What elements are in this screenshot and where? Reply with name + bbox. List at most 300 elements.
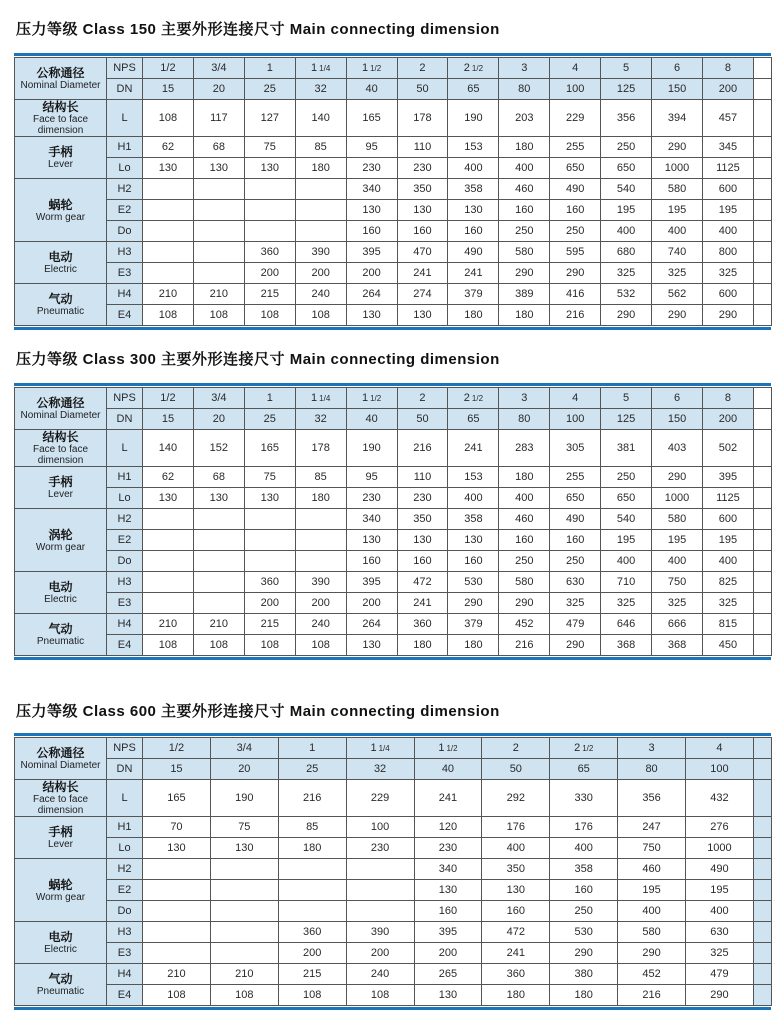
data-cell bbox=[143, 859, 211, 880]
data-cell bbox=[295, 200, 346, 221]
data-cell: 460 bbox=[499, 179, 550, 200]
row-key-cell: H4 bbox=[107, 964, 143, 985]
data-cell: 325 bbox=[652, 263, 703, 284]
dn-value-cell: 50 bbox=[397, 409, 448, 430]
dn-value-cell: 125 bbox=[601, 409, 652, 430]
data-cell: 264 bbox=[346, 284, 397, 305]
data-cell bbox=[278, 901, 346, 922]
nps-whole: 1 bbox=[311, 392, 318, 404]
data-cell: 68 bbox=[193, 467, 244, 488]
data-cell: 195 bbox=[652, 200, 703, 221]
group-label-zh: 结构长 bbox=[42, 430, 79, 444]
table-edge-sliver bbox=[753, 430, 771, 467]
data-cell: 350 bbox=[482, 859, 550, 880]
data-cell: 180 bbox=[448, 305, 499, 326]
data-cell: 379 bbox=[448, 284, 499, 305]
data-cell: 210 bbox=[143, 964, 211, 985]
data-cell: 216 bbox=[278, 780, 346, 817]
data-cell: 360 bbox=[482, 964, 550, 985]
data-cell: 1000 bbox=[686, 838, 754, 859]
data-cell: 153 bbox=[448, 137, 499, 158]
dn-value-cell: 25 bbox=[244, 79, 295, 100]
data-cell: 255 bbox=[550, 137, 601, 158]
data-cell: 160 bbox=[550, 530, 601, 551]
data-cell: 1000 bbox=[652, 488, 703, 509]
nps-whole: 1 bbox=[438, 742, 445, 754]
dn-value-cell: 100 bbox=[550, 409, 601, 430]
data-cell: 195 bbox=[601, 530, 652, 551]
data-cell bbox=[244, 200, 295, 221]
group-label-en: Lever bbox=[47, 839, 73, 850]
data-cell: 416 bbox=[550, 284, 601, 305]
nps-value-cell bbox=[448, 388, 499, 409]
data-cell: 200 bbox=[414, 943, 482, 964]
nps-whole: 1/2 bbox=[160, 392, 176, 404]
data-cell: 160 bbox=[346, 221, 397, 242]
row-key-cell: Do bbox=[107, 551, 143, 572]
data-cell: 290 bbox=[550, 263, 601, 284]
data-cell: 630 bbox=[550, 572, 601, 593]
group-label-en: Pneumatic bbox=[36, 636, 85, 647]
dimension-table-class-300 bbox=[14, 383, 771, 660]
dn-value-cell: 32 bbox=[295, 409, 346, 430]
nps-value-cell bbox=[193, 58, 244, 79]
data-cell: 180 bbox=[295, 488, 346, 509]
nps-whole: 1 bbox=[266, 392, 273, 404]
dn-value-cell: 200 bbox=[702, 79, 753, 100]
data-cell: 358 bbox=[550, 859, 618, 880]
data-cell: 178 bbox=[397, 100, 448, 137]
dn-value-cell: 40 bbox=[414, 759, 482, 780]
data-cell: 68 bbox=[193, 137, 244, 158]
data-cell: 241 bbox=[414, 780, 482, 817]
nps-value-cell bbox=[397, 58, 448, 79]
data-cell: 216 bbox=[550, 305, 601, 326]
table-edge-sliver bbox=[753, 58, 771, 79]
data-cell: 255 bbox=[550, 467, 601, 488]
data-cell bbox=[193, 530, 244, 551]
table-edge-sliver bbox=[753, 284, 771, 305]
data-cell: 127 bbox=[244, 100, 295, 137]
data-cell: 176 bbox=[550, 817, 618, 838]
data-cell: 356 bbox=[618, 780, 686, 817]
data-cell: 200 bbox=[295, 593, 346, 614]
nps-value-cell bbox=[210, 738, 278, 759]
group-label-en: Electric bbox=[44, 594, 77, 605]
data-cell: 241 bbox=[397, 263, 448, 284]
group-label bbox=[15, 509, 107, 572]
data-cell: 200 bbox=[346, 593, 397, 614]
data-cell: 160 bbox=[448, 551, 499, 572]
nps-fraction: 1/2 bbox=[370, 394, 382, 403]
data-cell: 200 bbox=[346, 943, 414, 964]
data-cell: 400 bbox=[448, 158, 499, 179]
data-cell: 379 bbox=[448, 614, 499, 635]
table-edge-sliver bbox=[753, 964, 771, 985]
data-cell: 395 bbox=[346, 242, 397, 263]
data-cell: 85 bbox=[278, 817, 346, 838]
data-cell: 240 bbox=[295, 614, 346, 635]
data-cell: 216 bbox=[397, 430, 448, 467]
data-cell: 400 bbox=[601, 551, 652, 572]
data-cell: 108 bbox=[193, 635, 244, 656]
nps-value-cell bbox=[652, 388, 703, 409]
row-key-cell: L bbox=[107, 780, 143, 817]
nps-value-cell bbox=[499, 58, 550, 79]
data-cell: 62 bbox=[143, 137, 194, 158]
table-title-class-600: 压力等级 Class 600 主要外形连接尺寸 Main connecting dimension bbox=[16, 703, 500, 720]
data-cell: 70 bbox=[143, 817, 211, 838]
nps-whole: 3 bbox=[521, 62, 528, 74]
nps-whole: 1 bbox=[370, 742, 377, 754]
nps-label: NPS bbox=[107, 388, 143, 409]
dimension-table bbox=[14, 57, 772, 326]
data-cell: 153 bbox=[448, 467, 499, 488]
data-cell: 395 bbox=[702, 467, 753, 488]
data-cell: 264 bbox=[346, 614, 397, 635]
data-cell: 395 bbox=[346, 572, 397, 593]
data-cell: 350 bbox=[397, 179, 448, 200]
data-cell bbox=[143, 530, 194, 551]
section-class-600 bbox=[14, 700, 771, 1010]
data-cell: 195 bbox=[686, 880, 754, 901]
row-key-cell: H1 bbox=[107, 817, 143, 838]
nps-whole: 1/2 bbox=[160, 62, 176, 74]
data-cell: 472 bbox=[482, 922, 550, 943]
data-cell: 240 bbox=[295, 284, 346, 305]
data-cell: 195 bbox=[702, 200, 753, 221]
row-key-cell: H3 bbox=[107, 242, 143, 263]
data-cell bbox=[210, 901, 278, 922]
data-cell: 195 bbox=[702, 530, 753, 551]
data-cell: 130 bbox=[397, 200, 448, 221]
nominal-diameter-zh: 公称通径 bbox=[36, 396, 85, 410]
data-cell: 400 bbox=[499, 488, 550, 509]
data-cell: 1000 bbox=[652, 158, 703, 179]
nps-value-cell bbox=[550, 738, 618, 759]
group-label-zh: 结构长 bbox=[42, 780, 79, 794]
table-edge-sliver bbox=[753, 179, 771, 200]
nps-value-cell bbox=[193, 388, 244, 409]
dimension-table-class-150 bbox=[14, 53, 771, 330]
data-cell: 472 bbox=[397, 572, 448, 593]
data-cell: 345 bbox=[702, 137, 753, 158]
dn-value-cell: 32 bbox=[346, 759, 414, 780]
data-cell: 110 bbox=[397, 467, 448, 488]
data-cell: 250 bbox=[550, 221, 601, 242]
nps-value-cell bbox=[346, 738, 414, 759]
dn-value-cell: 20 bbox=[210, 759, 278, 780]
nps-whole: 5 bbox=[623, 62, 630, 74]
data-cell: 650 bbox=[601, 488, 652, 509]
data-cell: 210 bbox=[193, 614, 244, 635]
data-cell: 160 bbox=[482, 901, 550, 922]
nominal-diameter-zh: 公称通径 bbox=[36, 66, 85, 80]
data-cell bbox=[143, 943, 211, 964]
data-cell bbox=[244, 509, 295, 530]
dn-label: DN bbox=[107, 79, 143, 100]
data-cell bbox=[143, 242, 194, 263]
dn-value-cell: 50 bbox=[482, 759, 550, 780]
data-cell: 200 bbox=[278, 943, 346, 964]
data-cell: 400 bbox=[550, 838, 618, 859]
group-label-en: Lever bbox=[47, 159, 73, 170]
dn-value-cell: 65 bbox=[448, 409, 499, 430]
data-cell: 276 bbox=[686, 817, 754, 838]
data-cell bbox=[143, 179, 194, 200]
data-cell: 325 bbox=[601, 263, 652, 284]
data-cell: 160 bbox=[346, 551, 397, 572]
data-cell: 360 bbox=[397, 614, 448, 635]
nps-whole: 4 bbox=[716, 742, 723, 754]
group-label bbox=[15, 467, 107, 509]
group-label-en: Worm gear bbox=[35, 541, 86, 553]
group-label bbox=[15, 284, 107, 326]
data-cell: 750 bbox=[652, 572, 703, 593]
nps-value-cell bbox=[601, 58, 652, 79]
table-edge-sliver bbox=[753, 780, 771, 817]
nps-label: NPS bbox=[107, 58, 143, 79]
data-cell: 580 bbox=[652, 509, 703, 530]
data-cell: 562 bbox=[652, 284, 703, 305]
table-edge-sliver bbox=[753, 901, 771, 922]
nps-whole: 2 bbox=[419, 392, 426, 404]
data-cell: 160 bbox=[550, 200, 601, 221]
data-cell: 130 bbox=[346, 200, 397, 221]
data-cell: 400 bbox=[686, 901, 754, 922]
dimension-table bbox=[14, 387, 772, 656]
data-cell: 470 bbox=[397, 242, 448, 263]
data-cell: 479 bbox=[686, 964, 754, 985]
table-edge-sliver bbox=[753, 467, 771, 488]
group-label bbox=[15, 817, 107, 859]
dimension-table-class-600 bbox=[14, 733, 771, 1010]
data-cell: 680 bbox=[601, 242, 652, 263]
table-edge-sliver bbox=[753, 530, 771, 551]
data-cell: 241 bbox=[448, 263, 499, 284]
data-cell: 200 bbox=[346, 263, 397, 284]
data-cell: 530 bbox=[550, 922, 618, 943]
data-cell: 330 bbox=[550, 780, 618, 817]
data-cell: 283 bbox=[499, 430, 550, 467]
table-edge-sliver bbox=[753, 635, 771, 656]
data-cell: 240 bbox=[346, 964, 414, 985]
data-cell bbox=[143, 509, 194, 530]
row-key-cell: Lo bbox=[107, 838, 143, 859]
data-cell: 180 bbox=[550, 985, 618, 1006]
table-edge-sliver bbox=[753, 242, 771, 263]
data-cell: 340 bbox=[346, 509, 397, 530]
data-cell: 241 bbox=[397, 593, 448, 614]
table-edge-sliver bbox=[753, 759, 771, 780]
nps-value-cell bbox=[143, 58, 194, 79]
table-edge-sliver bbox=[753, 137, 771, 158]
data-cell: 825 bbox=[702, 572, 753, 593]
data-cell bbox=[244, 530, 295, 551]
nps-whole: 2 bbox=[574, 742, 581, 754]
dn-value-cell: 40 bbox=[346, 79, 397, 100]
table-edge-sliver bbox=[753, 614, 771, 635]
group-label bbox=[15, 430, 107, 467]
nps-whole: 6 bbox=[673, 392, 681, 404]
dn-value-cell: 40 bbox=[346, 409, 397, 430]
row-key-cell: E4 bbox=[107, 635, 143, 656]
row-key-cell: E2 bbox=[107, 880, 143, 901]
dimension-table bbox=[14, 737, 772, 1006]
data-cell bbox=[244, 551, 295, 572]
nps-whole: 3 bbox=[648, 742, 655, 754]
data-cell: 108 bbox=[346, 985, 414, 1006]
data-cell: 290 bbox=[702, 305, 753, 326]
data-cell bbox=[193, 551, 244, 572]
group-label-zh: 手柄 bbox=[48, 145, 73, 159]
data-cell: 195 bbox=[618, 880, 686, 901]
section-class-300 bbox=[14, 348, 771, 660]
data-cell: 452 bbox=[499, 614, 550, 635]
group-label-zh: 电动 bbox=[48, 250, 73, 264]
data-cell bbox=[143, 200, 194, 221]
data-cell: 108 bbox=[244, 635, 295, 656]
group-label-zh: 蜗轮 bbox=[48, 197, 73, 212]
nps-value-cell bbox=[702, 58, 753, 79]
data-cell bbox=[143, 880, 211, 901]
data-cell: 85 bbox=[295, 467, 346, 488]
data-cell: 368 bbox=[652, 635, 703, 656]
row-key-cell: E4 bbox=[107, 305, 143, 326]
nps-value-cell bbox=[244, 58, 295, 79]
data-cell: 389 bbox=[499, 284, 550, 305]
data-cell: 85 bbox=[295, 137, 346, 158]
row-key-cell: L bbox=[107, 100, 143, 137]
data-cell bbox=[295, 509, 346, 530]
section-class-150 bbox=[14, 18, 771, 330]
dn-value-cell: 100 bbox=[550, 79, 601, 100]
group-label-en: Pneumatic bbox=[36, 306, 85, 317]
dn-value-cell: 15 bbox=[143, 759, 211, 780]
data-cell: 403 bbox=[652, 430, 703, 467]
group-label-zh: 结构长 bbox=[42, 100, 79, 114]
data-cell: 325 bbox=[652, 593, 703, 614]
data-cell: 1125 bbox=[702, 488, 753, 509]
data-cell: 108 bbox=[210, 985, 278, 1006]
data-cell: 490 bbox=[686, 859, 754, 880]
row-key-cell: E2 bbox=[107, 200, 143, 221]
data-cell: 290 bbox=[686, 985, 754, 1006]
row-key-cell: E3 bbox=[107, 943, 143, 964]
data-cell: 200 bbox=[244, 593, 295, 614]
data-cell: 452 bbox=[618, 964, 686, 985]
nps-whole: 2 bbox=[463, 392, 470, 404]
data-cell: 160 bbox=[499, 200, 550, 221]
data-cell: 130 bbox=[397, 530, 448, 551]
group-label-en: Pneumatic bbox=[36, 986, 85, 997]
group-label-en: Worm gear bbox=[35, 211, 86, 223]
data-cell: 108 bbox=[143, 100, 194, 137]
data-cell: 130 bbox=[448, 200, 499, 221]
data-cell: 176 bbox=[482, 817, 550, 838]
data-cell bbox=[210, 880, 278, 901]
data-cell: 230 bbox=[397, 158, 448, 179]
data-cell: 325 bbox=[702, 593, 753, 614]
data-cell bbox=[278, 859, 346, 880]
data-cell: 180 bbox=[278, 838, 346, 859]
data-cell: 740 bbox=[652, 242, 703, 263]
nps-value-cell bbox=[550, 388, 601, 409]
nps-value-cell bbox=[686, 738, 754, 759]
data-cell: 600 bbox=[702, 179, 753, 200]
nps-whole: 2 bbox=[419, 62, 426, 74]
data-cell: 265 bbox=[414, 964, 482, 985]
data-cell: 325 bbox=[550, 593, 601, 614]
data-cell: 400 bbox=[482, 838, 550, 859]
group-label-zh: 涡轮 bbox=[48, 527, 73, 542]
row-key-cell: H4 bbox=[107, 614, 143, 635]
data-cell bbox=[193, 200, 244, 221]
row-key-cell: Do bbox=[107, 901, 143, 922]
nps-fraction: 1/4 bbox=[319, 394, 331, 403]
data-cell: 325 bbox=[702, 263, 753, 284]
data-cell: 210 bbox=[193, 284, 244, 305]
data-cell bbox=[295, 179, 346, 200]
data-cell: 241 bbox=[448, 430, 499, 467]
data-cell: 216 bbox=[499, 635, 550, 656]
data-cell: 180 bbox=[499, 137, 550, 158]
group-label-en: Worm gear bbox=[35, 891, 86, 903]
data-cell: 250 bbox=[499, 551, 550, 572]
dn-value-cell: 15 bbox=[143, 409, 194, 430]
data-cell: 290 bbox=[499, 263, 550, 284]
data-cell: 152 bbox=[193, 430, 244, 467]
data-cell bbox=[295, 530, 346, 551]
nps-whole: 1/2 bbox=[168, 742, 185, 754]
data-cell: 502 bbox=[702, 430, 753, 467]
data-cell: 290 bbox=[499, 593, 550, 614]
data-cell: 160 bbox=[448, 221, 499, 242]
nps-value-cell bbox=[397, 388, 448, 409]
data-cell: 216 bbox=[618, 985, 686, 1006]
group-label-zh: 气动 bbox=[48, 622, 73, 636]
nps-value-cell bbox=[499, 388, 550, 409]
nps-whole: 2 bbox=[463, 62, 470, 74]
data-cell: 130 bbox=[482, 880, 550, 901]
data-cell: 160 bbox=[397, 221, 448, 242]
dn-value-cell: 25 bbox=[244, 409, 295, 430]
row-key-cell: Do bbox=[107, 221, 143, 242]
data-cell: 130 bbox=[346, 635, 397, 656]
data-cell: 160 bbox=[397, 551, 448, 572]
dn-value-cell: 150 bbox=[652, 79, 703, 100]
row-key-cell: H2 bbox=[107, 859, 143, 880]
table-edge-sliver bbox=[753, 551, 771, 572]
data-cell: 432 bbox=[686, 780, 754, 817]
data-cell: 75 bbox=[244, 467, 295, 488]
data-cell: 290 bbox=[652, 137, 703, 158]
data-cell: 630 bbox=[686, 922, 754, 943]
nps-whole: 5 bbox=[623, 392, 630, 404]
data-cell: 130 bbox=[448, 530, 499, 551]
table-edge-sliver bbox=[753, 838, 771, 859]
nps-label: NPS bbox=[107, 738, 143, 759]
data-cell bbox=[193, 179, 244, 200]
data-cell: 381 bbox=[601, 430, 652, 467]
group-label-zh: 蜗轮 bbox=[48, 877, 73, 892]
data-cell: 200 bbox=[295, 263, 346, 284]
data-cell: 117 bbox=[193, 100, 244, 137]
data-cell: 457 bbox=[702, 100, 753, 137]
dn-value-cell: 20 bbox=[193, 409, 244, 430]
data-cell: 130 bbox=[346, 305, 397, 326]
data-cell: 360 bbox=[244, 242, 295, 263]
